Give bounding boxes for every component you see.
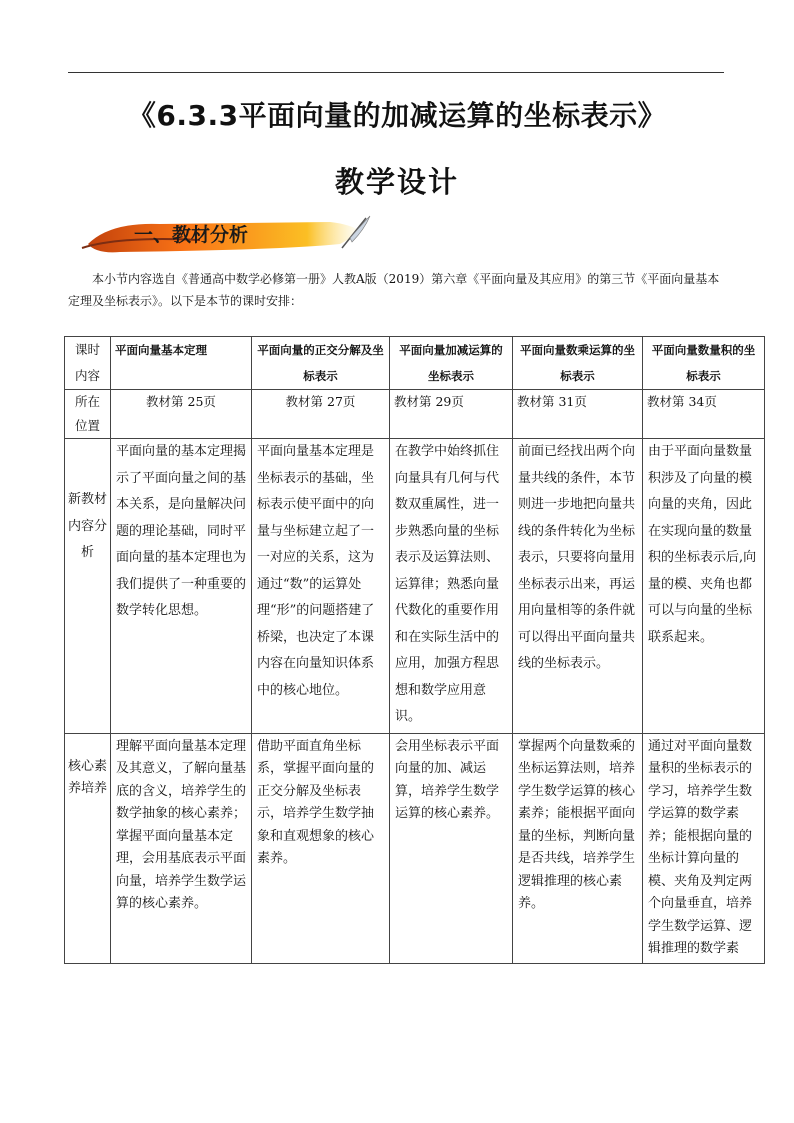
position-cell: 教材第 27页 (252, 390, 390, 439)
position-cell: 教材第 31页 (513, 390, 643, 439)
position-cell: 教材第 29页 (390, 390, 513, 439)
document-title: 《6.3.3平面向量的加减运算的坐标表示》 (127, 99, 667, 132)
literacy-cell: 会用坐标表示平面向量的加、减运算，培养学生数学运算的核心素养。 (390, 733, 513, 963)
row-label-lesson: 课时内容 (65, 337, 111, 390)
document-subtitle: 教学设计 (334, 165, 459, 199)
header-cell: 平面向量基本定理 (111, 337, 252, 390)
header-cell: 平面向量数乘运算的坐标表示 (513, 337, 643, 390)
analysis-row (65, 439, 765, 734)
header-cell: 平面向量的正交分解及坐标表示 (252, 337, 390, 390)
literacy-cell: 理解平面向量基本定理及其意义，了解向量基底的含义，培养学生的数学抽象的核心素养；掌握平面向量基本定理，会用基底表示平面向量，培养学生数学运算的核心素养。 (111, 733, 252, 963)
header-rule (68, 72, 724, 73)
analysis-cell: 平面向量基本定理是坐标表示的基础，坐标表示使平面中的向量与坐标建立起了一一对应的关系，这为通过“数”的运算处理“形”的问题搭建了桥梁，也决定了本课内容在向量知识体系中的核心地位。 (252, 439, 390, 734)
position-cell: 教材第 34页 (643, 390, 765, 439)
analysis-cell: 在教学中始终抓住向量具有几何与代数双重属性，进一步熟悉向量的坐标表示及运算法则、运算律；熟悉向量代数化的重要作用和在实际生活中的应用，加强方程思想和数学应用意识。 (390, 439, 513, 734)
literacy-cell: 掌握两个向量数乘的坐标运算法则，培养学生数学运算的核心素养；能根据平面向量的坐标，判断向量是否共线，培养学生逻辑推理的核心素养。 (513, 733, 643, 963)
header-cell: 平面向量数量积的坐标表示 (643, 337, 765, 390)
literacy-cell: 借助平面直角坐标系，掌握平面向量的正交分解及坐标表示，培养学生数学抽象和直观想象的核心素养。 (252, 733, 390, 963)
analysis-cell: 由于平面向量数量积涉及了向量的模向量的夹角，因此在实现向量的数量积的坐标表示后,向量的模、夹角也都可以与向量的坐标联系起来。 (643, 439, 765, 734)
lesson-table (64, 336, 765, 964)
analysis-cell: 平面向量的基本定理揭示了平面向量之间的基本关系，是向量解决问题的理论基础，同时平面向量的基本定理也为我们提供了一种重要的数学转化思想。 (111, 439, 252, 734)
row-label-position: 所在位置 (65, 390, 111, 439)
intro-paragraph: 本小节内容选自《普通高中数学必修第一册》人教A版（2019）第六章《平面向量及其应用》的第三节《平面向量基本定理及坐标表示》。以下是本节的课时安排： (68, 272, 720, 308)
position-cell: 教材第 25页 (111, 390, 252, 439)
literacy-row (65, 733, 765, 963)
header-cell: 平面向量加减运算的坐标表示 (390, 337, 513, 390)
row-label-analysis: 新教材内容分析 (65, 439, 111, 734)
header-row (65, 337, 765, 390)
row-label-literacy: 核心素养培养 (65, 733, 111, 963)
position-row (65, 390, 765, 439)
analysis-cell: 前面已经找出两个向量共线的条件，本节则进一步地把向量共线的条件转化为坐标表示，只要将向量用坐标表示出来，再运用向量相等的条件就可以得出平面向量共线的坐标表示。 (513, 439, 643, 734)
literacy-cell: 通过对平面向量数量积的坐标表示的学习，培养学生数学运算的数学素养；能根据向量的坐标计算向量的模、夹角及判定两个向量垂直，培养学生数学运算、逻辑推理的数学素 (643, 733, 765, 963)
section-heading: 一、教材分析 (134, 224, 249, 246)
